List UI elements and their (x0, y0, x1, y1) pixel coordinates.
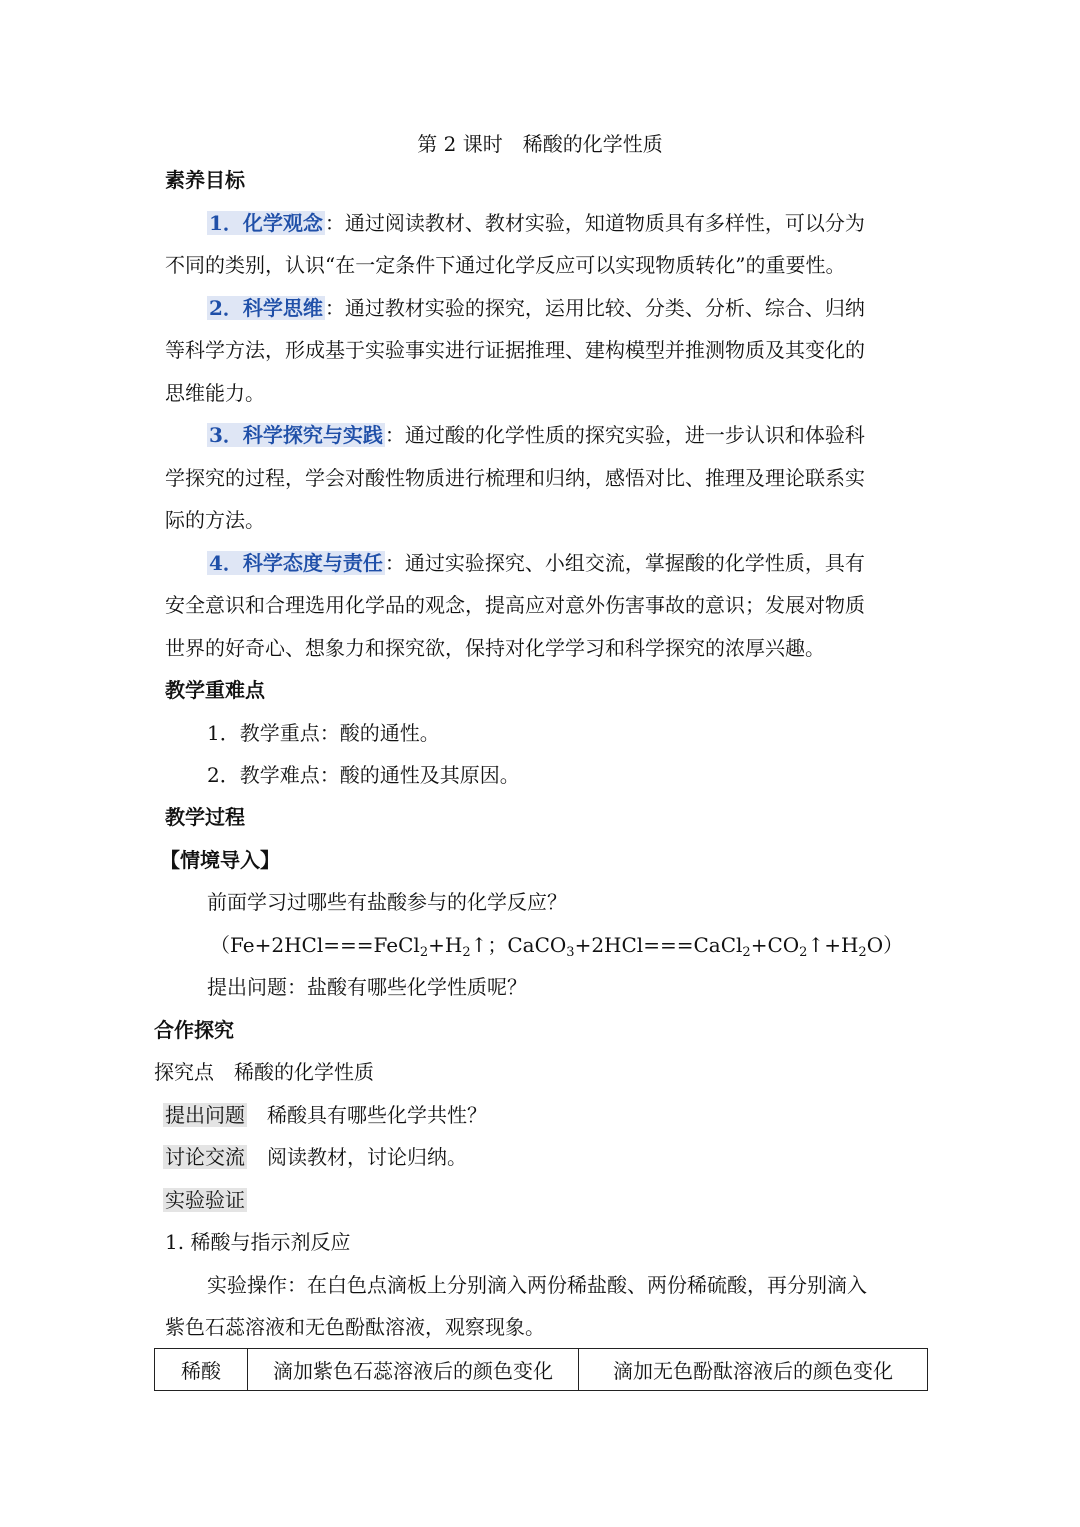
table-header-cell: 滴加无色酚酞溶液后的颜色变化 (579, 1349, 928, 1391)
goal-2-line-2: 等科学方法，形成基于实验事实进行证据推理、建构模型并推测物质及其变化的 (165, 338, 865, 362)
goal-1-label: 1．化学观念 (209, 211, 323, 235)
goal-2-text: ：通过教材实验的探究，运用比较、分类、分析、综合、归纳 (324, 296, 865, 320)
goal-4-line-2: 安全意识和合理选用化学品的观念，提高应对意外伤害事故的意识；发展对物质 (165, 593, 865, 617)
goal-4-label: 4．科学态度与责任 (209, 551, 383, 575)
exp1-title: 1. 稀酸与指示剂反应 (165, 1230, 351, 1254)
section-key-heading: 教学重难点 (165, 678, 265, 702)
goal-1-line-2: 不同的类别，认识“在一定条件下通过化学反应可以实现物质转化”的重要性。 (165, 253, 846, 277)
key-point-2: 2．教学难点：酸的通性及其原因。 (207, 763, 520, 787)
goal-3-label: 3．科学探究与实践 (209, 423, 383, 447)
experiment-table (154, 1348, 928, 1391)
goal-3-line-1 (207, 421, 865, 449)
intro-question: 前面学习过哪些有盐酸参与的化学反应？ (207, 890, 567, 914)
exp1-op-line-2: 紫色石蕊溶液和无色酚酞溶液，观察现象。 (165, 1315, 545, 1339)
section-process-heading: 教学过程 (165, 805, 245, 829)
discuss-row (163, 1143, 467, 1171)
key-point-1: 1．教学重点：酸的通性。 (207, 721, 440, 745)
goal-3-text: ：通过酸的化学性质的探究实验，进一步认识和体验科 (384, 423, 865, 447)
ask-text: 稀酸具有哪些化学共性？ (267, 1103, 487, 1127)
goal-4-line-1 (207, 549, 865, 577)
goal-1-line-1 (207, 209, 865, 237)
goal-3-line-2: 学探究的过程，学会对酸性物质进行梳理和归纳，感悟对比、推理及理论联系实 (165, 466, 865, 490)
section-coop-heading: 合作探究 (154, 1018, 234, 1042)
intro-ask: 提出问题：盐酸有哪些化学性质呢？ (207, 975, 527, 999)
ask-tag: 提出问题 (165, 1103, 245, 1127)
goal-4-line-3: 世界的好奇心、想象力和探究欲，保持对化学学习和科学探究的浓厚兴趣。 (165, 636, 825, 660)
explore-point: 探究点 稀酸的化学性质 (154, 1060, 374, 1084)
goal-2-line-3: 思维能力。 (165, 381, 265, 405)
goal-1-text: ：通过阅读教材、教材实验，知道物质具有多样性，可以分为 (324, 211, 865, 235)
verify-row (163, 1186, 247, 1214)
exp1-op-line-1: 实验操作：在白色点滴板上分别滴入两份稀盐酸、两份稀硫酸，再分别滴入 (207, 1273, 867, 1297)
page-title: 第 2 课时 稀酸的化学性质 (417, 132, 663, 156)
ask-row (163, 1101, 487, 1129)
goal-2-label: 2．科学思维 (209, 296, 323, 320)
verify-tag: 实验验证 (165, 1188, 245, 1212)
goal-4-text: ：通过实验探究、小组交流，掌握酸的化学性质，具有 (384, 551, 865, 575)
reaction-equation: （$Fe+2HCl===FeCl_2+H_2↑$；$CaCO_3+2HCl===CaCl_2+CO_2↑+H_2O$） (210, 933, 904, 960)
section-goals-heading: 素养目标 (165, 168, 245, 192)
table-header-row (155, 1349, 928, 1391)
table-header-cell: 稀酸 (155, 1349, 248, 1391)
goal-2-line-1 (207, 294, 865, 322)
intro-heading: 【情境导入】 (160, 848, 280, 872)
discuss-tag: 讨论交流 (165, 1145, 245, 1169)
discuss-text: 阅读教材，讨论归纳。 (267, 1145, 467, 1169)
table-header-cell: 滴加紫色石蕊溶液后的颜色变化 (248, 1349, 579, 1391)
goal-3-line-3: 际的方法。 (165, 508, 265, 532)
